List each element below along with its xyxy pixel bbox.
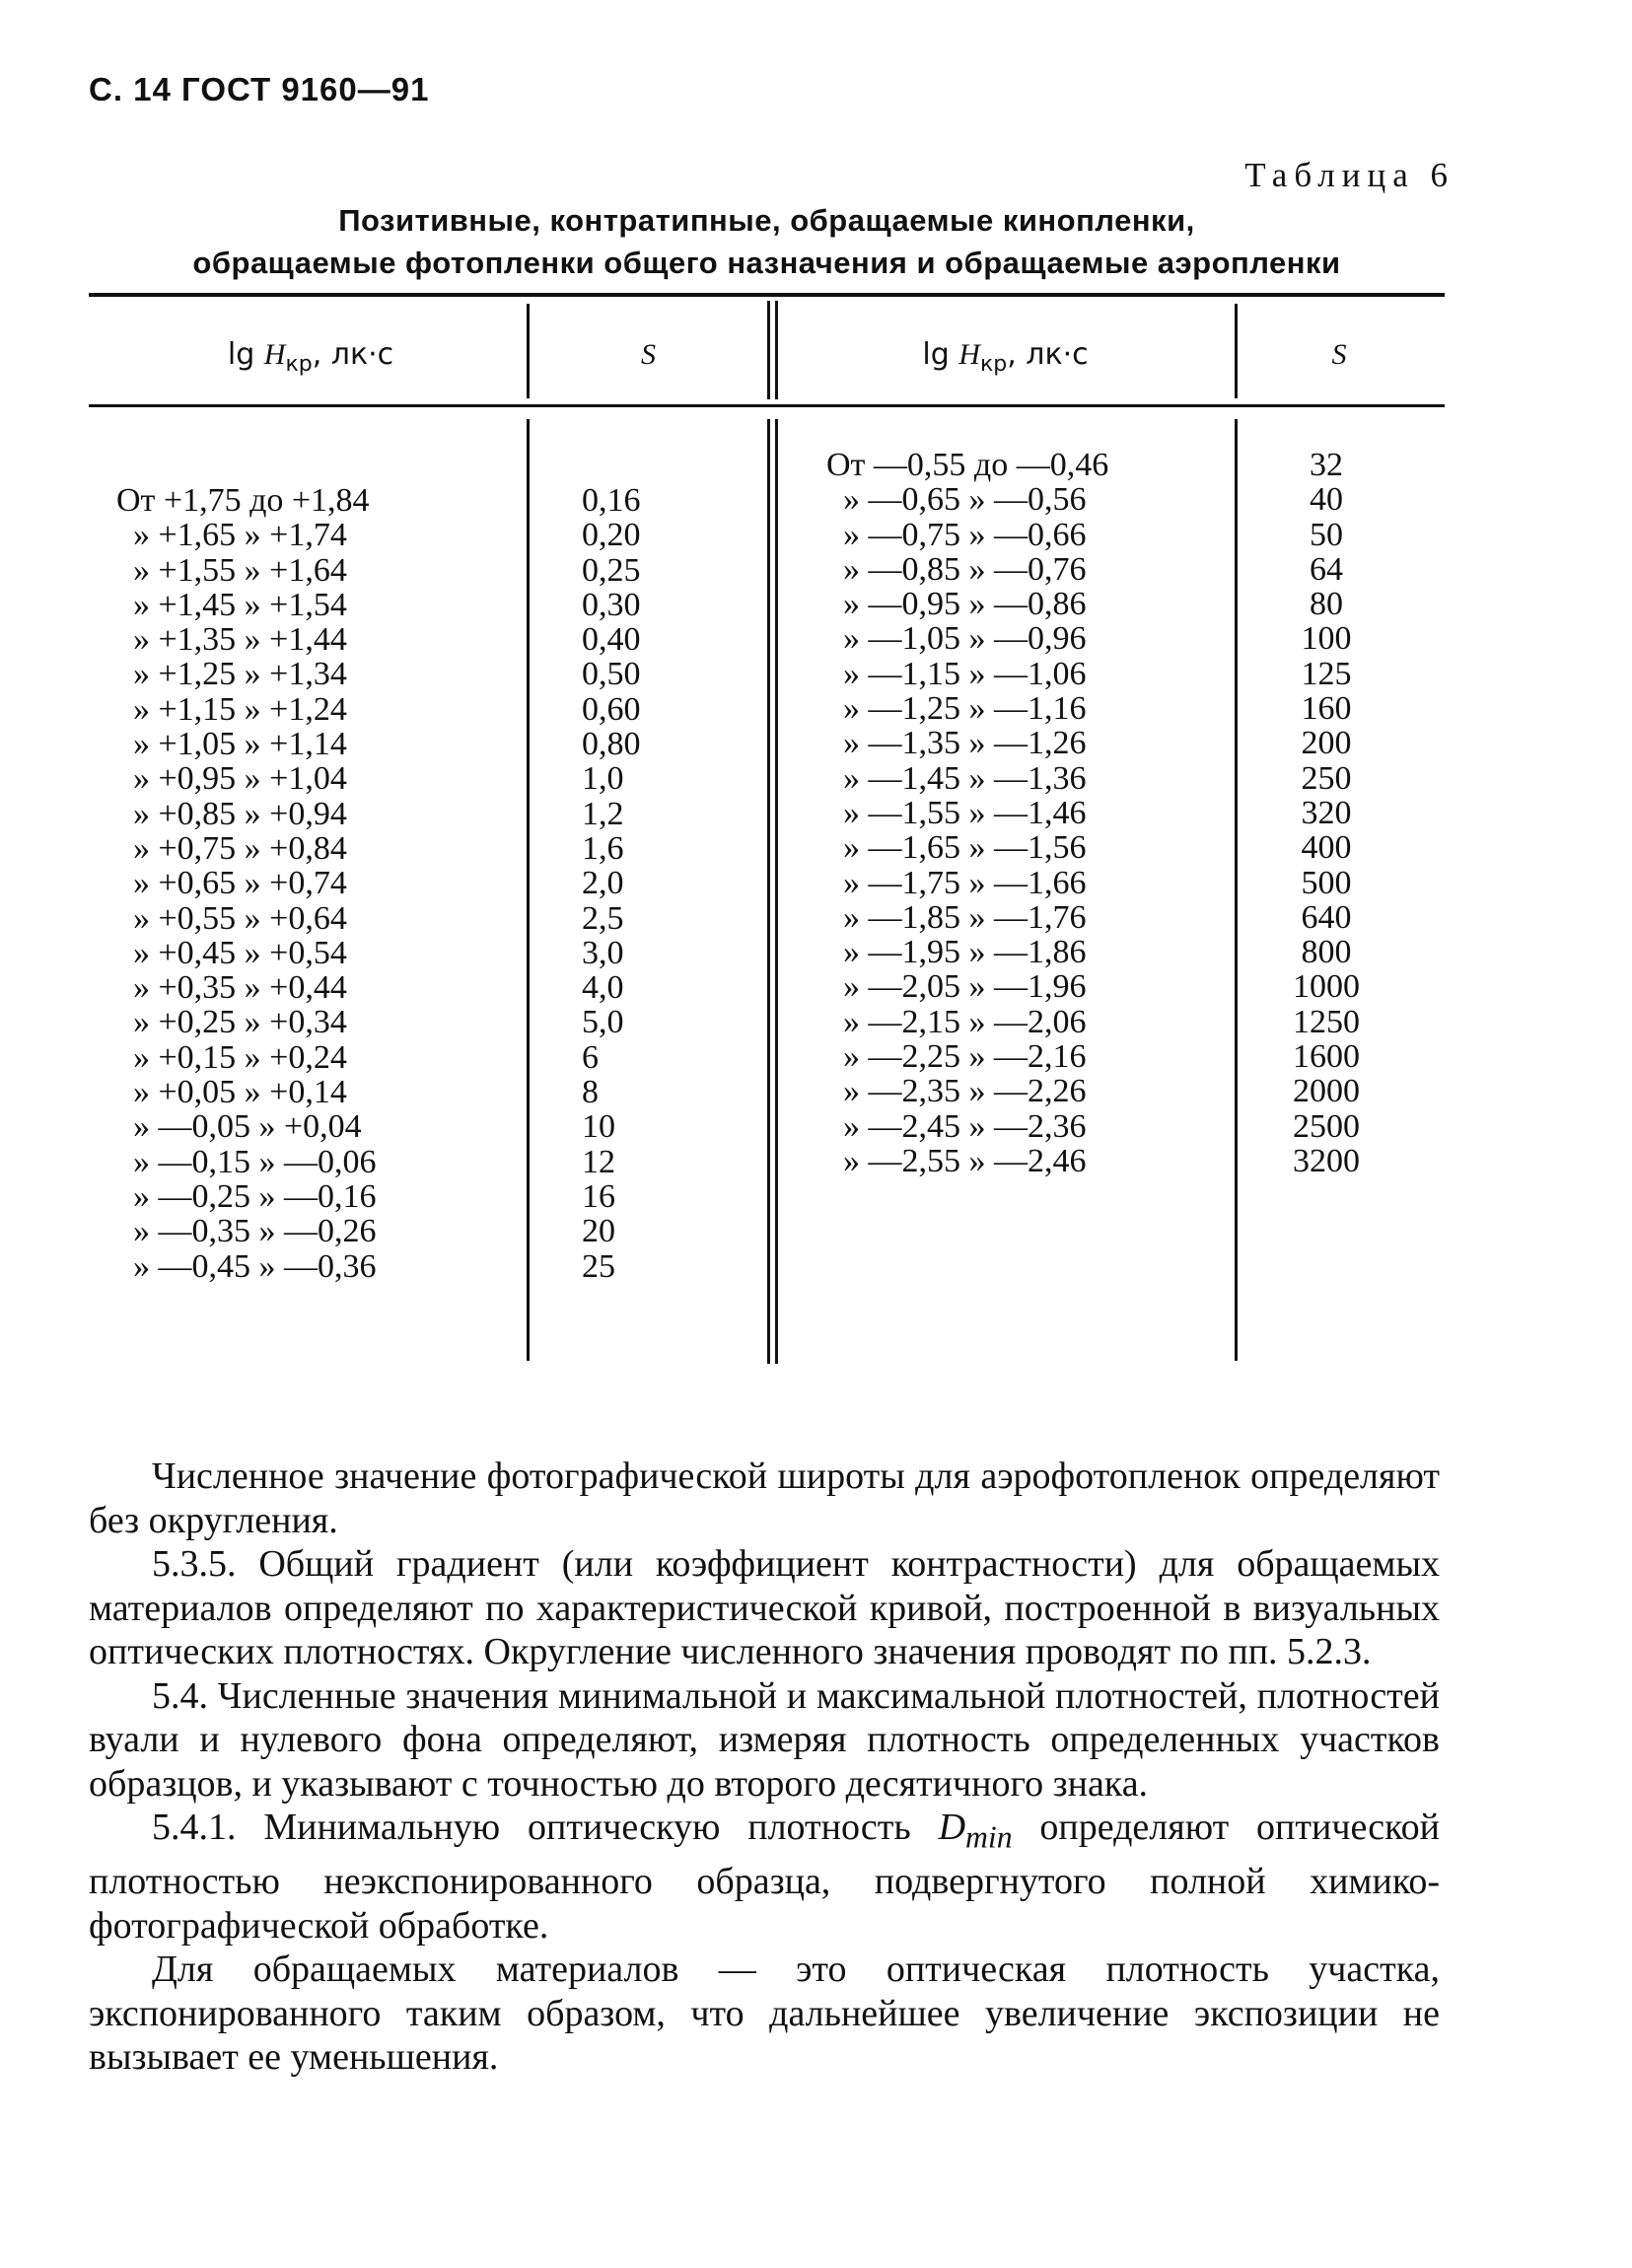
left-range-column: [116, 483, 511, 1284]
table-s-cell: 64: [1310, 550, 1343, 588]
table-s-cell: 0,20: [582, 517, 641, 554]
table-range-cell: » —0,75 » —0,66: [826, 516, 1087, 553]
table-s-cell: 1,2: [582, 795, 624, 832]
table-s-cell: 0,30: [582, 586, 641, 623]
col-divider-double: [767, 419, 770, 1364]
table-range-cell: » +1,05 » +1,14: [116, 726, 347, 763]
table-s-cell: 125: [1301, 655, 1352, 692]
col-header-s-right: S: [1331, 338, 1347, 371]
table-s-cell: 640: [1301, 898, 1352, 936]
table-range-cell: » +0,75 » +0,84: [116, 829, 347, 867]
table-range-cell: » +1,45 » +1,54: [116, 586, 347, 623]
body-text: [89, 1454, 1440, 2080]
paragraph: 5.4.1. Минимальную оптическую плотность $D_{min}$ определяют оптической плотностью неэкспонированного образца, подвергнутого полной химико-фотографической обработке.: [89, 1807, 1440, 1947]
table-range-cell: » —0,65 » —0,56: [826, 481, 1087, 519]
right-range-column: [826, 448, 1221, 1178]
table-range-cell: » —1,35 » —1,26: [826, 725, 1087, 762]
table-range-cell: » —0,85 » —0,76: [826, 550, 1087, 588]
table-range-cell: » +1,55 » +1,64: [116, 551, 347, 589]
table-range-cell: » —2,45 » —2,36: [826, 1107, 1087, 1145]
table-s-cell: 0,50: [582, 656, 641, 693]
table-label: Таблица 6: [1244, 156, 1455, 194]
table-range-cell: » —1,05 » —0,96: [826, 620, 1087, 658]
table-range-cell: » —1,25 » —1,16: [826, 690, 1087, 728]
col-divider-double: [775, 419, 778, 1364]
table-s-cell: 1,0: [582, 760, 624, 798]
table-range-cell: От +1,75 до +1,84: [116, 482, 370, 519]
table-range-cell: » —1,85 » —1,76: [826, 898, 1087, 936]
table-s-cell: 3,0: [582, 934, 624, 971]
table-caption-line-2: обращаемые фотопленки общего назначения и обращаемые аэропленки: [192, 246, 1341, 280]
table-s-cell: 5,0: [582, 1004, 624, 1041]
table-s-cell: 1250: [1293, 1003, 1360, 1040]
col-divider: [1235, 419, 1238, 1361]
table-s-cell: 80: [1310, 586, 1343, 623]
table-s-cell: 160: [1301, 690, 1352, 728]
table-s-cell: 40: [1310, 481, 1343, 519]
table-s-cell: 6: [582, 1038, 599, 1076]
paragraph: 5.4. Численные значения минимальной и максимальной плотностей, плотностей вуали и нулевого фона определяют, измеряя плотность определенных участков образцов, и указывают с точностью до второго десятичного знака.: [89, 1674, 1440, 1805]
table-range-cell: » +0,35 » +0,44: [116, 969, 347, 1007]
table-range-cell: » —1,95 » —1,86: [826, 934, 1087, 971]
table-s-cell: 2,0: [582, 865, 624, 902]
table-s-cell: 1,6: [582, 829, 624, 867]
table-range-cell: » —2,15 » —2,06: [826, 1003, 1087, 1040]
col-divider-double: [775, 301, 778, 399]
table-s-cell: 12: [582, 1143, 615, 1180]
table-range-cell: » —0,95 » —0,86: [826, 586, 1087, 623]
paragraph: 5.3.5. Общий градиент (или коэффициент контрастности) для обращаемых материалов определяют по характеристической кривой, построенной в визуальных оптических плотностях. Округление численного значения проводят по пп. 5.2.3.: [89, 1543, 1440, 1672]
paragraph: Численное значение фотографической широты для аэрофотопленок определяют без округления.: [89, 1455, 1440, 1541]
col-header-lg-h-right: $\lg H_{кр}$, лк·с: [922, 337, 1089, 377]
table-range-cell: От —0,55 до —0,46: [826, 447, 1109, 483]
table-s-cell: 0,25: [582, 551, 641, 589]
table-s-cell: 1000: [1293, 968, 1360, 1006]
table-s-cell: 2,5: [582, 899, 624, 937]
table-s-cell: 0,60: [582, 690, 641, 728]
table-range-cell: » +0,05 » +0,14: [116, 1074, 347, 1111]
table-range-cell: » —2,25 » —2,16: [826, 1038, 1087, 1076]
table-s-cell: 0,80: [582, 726, 641, 763]
table-s-cell: 3200: [1293, 1142, 1360, 1179]
table-s-cell: 2500: [1293, 1107, 1360, 1145]
table-s-cell: 32: [1310, 447, 1343, 483]
table-range-cell: » —1,55 » —1,46: [826, 794, 1087, 831]
table-s-cell: 20: [582, 1213, 615, 1250]
table-range-cell: » +0,65 » +0,74: [116, 865, 347, 902]
table-s-cell: 320: [1301, 794, 1352, 831]
table-s-cell: 0,40: [582, 621, 641, 659]
table-s-cell: 8: [582, 1074, 599, 1111]
table-s-cell: 800: [1301, 934, 1352, 971]
table-range-cell: » —1,45 » —1,36: [826, 759, 1087, 797]
table-s-cell: 1600: [1293, 1038, 1360, 1076]
table-range-cell: » —2,35 » —2,26: [826, 1073, 1087, 1110]
table-s-cell: 400: [1301, 829, 1352, 867]
table-range-cell: » +0,85 » +0,94: [116, 795, 347, 832]
table-range-cell: » —0,45 » —0,36: [116, 1247, 377, 1285]
left-s-column: [582, 483, 700, 1284]
d-min-symbol: $D_{min}$: [938, 1807, 1013, 1855]
table-range-cell: » +0,95 » +1,04: [116, 760, 347, 798]
table-range-cell: » —0,35 » —0,26: [116, 1213, 377, 1250]
table-top-rule: [89, 293, 1445, 297]
table-range-cell: » +0,15 » +0,24: [116, 1038, 347, 1076]
table-s-cell: 500: [1301, 864, 1352, 901]
table-range-cell: » +0,45 » +0,54: [116, 934, 347, 971]
table-range-cell: » —2,05 » —1,96: [826, 968, 1087, 1006]
col-divider-double: [767, 301, 770, 399]
table-s-cell: 100: [1301, 620, 1352, 658]
table-range-cell: » —1,65 » —1,56: [826, 829, 1087, 867]
table-header-rule: [89, 404, 1445, 407]
paragraph: Для обращаемых материалов — это оптическая плотность участка, экспонированного таким образом, что дальнейшее увеличение экспозиции не вызывает ее уменьшения.: [89, 1949, 1440, 2079]
right-s-column: [1252, 448, 1400, 1178]
table-range-cell: » +1,65 » +1,74: [116, 517, 347, 554]
table-range-cell: » +1,15 » +1,24: [116, 690, 347, 728]
table-s-cell: 4,0: [582, 969, 624, 1007]
table-range-cell: » —2,55 » —2,46: [826, 1142, 1087, 1179]
table-range-cell: » —0,15 » —0,06: [116, 1143, 377, 1180]
table-range-cell: » —1,15 » —1,06: [826, 655, 1087, 692]
table-s-cell: 16: [582, 1177, 615, 1215]
col-header-s-left: S: [641, 338, 656, 371]
table-range-cell: » +0,55 » +0,64: [116, 899, 347, 937]
col-divider: [527, 304, 530, 398]
table-s-cell: 2000: [1293, 1073, 1360, 1110]
col-header-lg-h-left: $\lg H_{кр}$, лк·с: [227, 337, 394, 377]
table-s-cell: 50: [1310, 516, 1343, 553]
table-caption-line-1: Позитивные, контратипные, обращаемые кинопленки,: [338, 203, 1195, 238]
table-range-cell: » —0,05 » +0,04: [116, 1108, 362, 1146]
table-range-cell: » —1,75 » —1,66: [826, 864, 1087, 901]
table-range-cell: » —0,25 » —0,16: [116, 1177, 377, 1215]
table-s-cell: 0,16: [582, 482, 641, 519]
table-s-cell: 10: [582, 1108, 615, 1146]
col-divider: [527, 419, 530, 1361]
table-s-cell: 200: [1301, 725, 1352, 762]
col-divider: [1235, 304, 1238, 398]
page-header: С. 14 ГОСТ 9160—91: [89, 71, 430, 107]
table-s-cell: 250: [1301, 759, 1352, 797]
table-range-cell: » +1,25 » +1,34: [116, 656, 347, 693]
table-range-cell: » +0,25 » +0,34: [116, 1004, 347, 1041]
table-range-cell: » +1,35 » +1,44: [116, 621, 347, 659]
table-s-cell: 25: [582, 1247, 615, 1285]
